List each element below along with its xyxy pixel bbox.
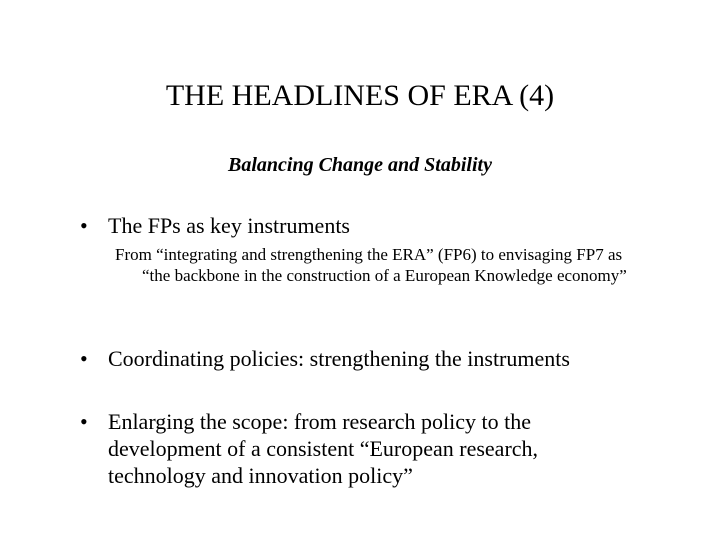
sub-bullet-text: From “integrating and strengthening the ERA” (FP6) to envisaging FP7 as “the backbone in the construction of a European Knowledge economy” [115,245,627,285]
slide-title: THE HEADLINES OF ERA (4) [165,79,555,112]
bullet-text: Enlarging the scope: from research policy to the development of a consistent “European research, technology and innovation policy” [108,409,539,488]
bullet-icon: • [80,409,88,434]
bullet-icon: • [80,346,88,371]
slide-subtitle: Balancing Change and Stability [228,154,492,176]
bullet-item [80,408,640,489]
bullet-item [80,345,680,372]
bullet-text: Coordinating policies: strengthening the instruments [108,346,570,371]
bullet-item [80,212,640,239]
bullet-text: The FPs as key instruments [108,213,350,238]
bullet-icon: • [80,213,88,238]
